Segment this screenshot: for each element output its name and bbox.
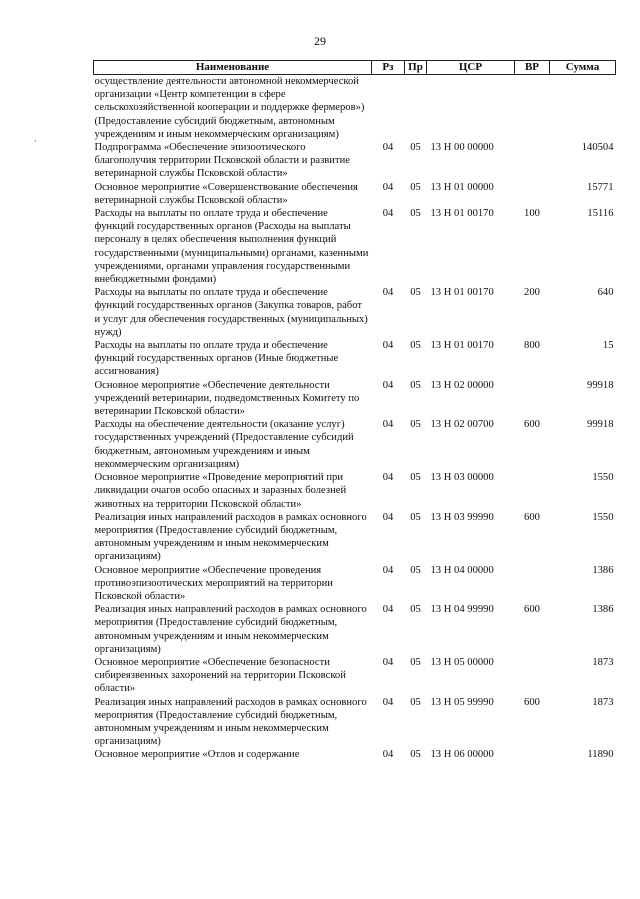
cell-pr: 05 [410,749,421,761]
cell-name: Реализация иных направлений расходов в рамках основного мероприятия (Предоставление субсидий бюджетным, автономным учреждениям и иным некоммерческим организациям) [94,696,367,748]
cell-pr: 05 [410,419,421,431]
cell-vr [515,656,550,696]
cell-name: Основное мероприятие «Совершенствование обеспечения ветеринарной службы Псковской области» [94,181,358,206]
cell-vr [515,141,550,181]
cell-rz: 04 [382,142,394,154]
cell-sum: 99918 [587,379,614,391]
cell-name: Основное мероприятие «Обеспечение проведения противоэпизоотических мероприятий на территории Псковской области» [94,564,333,602]
cell-pr: 05 [410,564,421,576]
cell-csr: 13 Н 04 00000 [430,564,494,576]
cell-vr: 600 [524,604,540,616]
cell-sum: 1550 [592,472,614,484]
table-row [94,511,616,564]
cell-csr: 13 Н 05 00000 [430,656,494,668]
cell-pr: 05 [410,287,421,299]
cell-sum: 99918 [587,419,614,431]
cell-name: Реализация иных направлений расходов в рамках основного мероприятия (Предоставление субсидий бюджетным, автономным учреждениям и иным некоммерческим организациям) [94,604,367,655]
cell-rz: 04 [382,379,394,391]
cell-sum [550,75,616,142]
cell-sum: 15771 [587,181,614,193]
cell-sum: 1873 [592,656,614,668]
cell-vr: 600 [524,511,540,523]
table-row [94,75,616,142]
table-row [94,603,616,656]
table-row [94,286,616,339]
cell-pr: 05 [410,208,421,220]
cell-csr [427,75,515,142]
cell-vr [515,564,550,604]
cell-rz: 04 [382,472,394,484]
cell-pr: 05 [410,696,421,708]
cell-pr: 05 [410,379,421,391]
cell-name: Основное мероприятие «Обеспечение безопасности сибиреязвенных захоронений на территории Псковской области» [94,656,346,695]
table-row [94,418,616,471]
cell-sum: 1873 [592,696,614,708]
cell-csr: 13 Н 05 99990 [430,696,494,708]
cell-name: Основное мероприятие «Отлов и содержание [94,749,300,761]
cell-sum: 1386 [592,604,614,616]
cell-vr: 600 [524,419,540,431]
cell-vr: 100 [524,208,540,220]
cell-pr: 05 [410,472,421,484]
cell-csr: 13 Н 03 00000 [430,472,494,484]
cell-vr: 200 [524,287,540,299]
cell-csr: 13 Н 01 00000 [430,181,494,193]
table-row [94,696,616,749]
cell-sum: 15 [602,340,614,352]
cell-pr: 05 [410,340,421,352]
cell-pr: 05 [410,511,421,523]
table-header-row [94,61,616,75]
header-csr: ЦСР [427,61,515,75]
cell-rz [372,75,405,142]
table-row [94,748,616,761]
cell-vr [515,379,550,419]
cell-name: осуществление деятельности автономной некоммерческой организации «Центр компетенции в сфере сельскохозяйственной кооперации и поддержке фермеров») (Предоставление субсидий бюджетным, автономным учреждениям и иным некоммерческим организациям) [94,76,365,140]
cell-sum: 11890 [587,749,614,761]
cell-name: Основное мероприятие «Проведение мероприятий при ликвидации очагов особо опасных и заразных болезней животных на территории Псковской области» [94,472,347,510]
cell-rz: 04 [382,419,394,431]
cell-sum: 1386 [592,564,614,576]
cell-pr: 05 [410,181,421,193]
cell-rz: 04 [382,604,394,616]
cell-name: Расходы на выплаты по оплате труда и обеспечение функций государственных органов (Иные бюджетные ассигнования) [94,340,339,378]
cell-name: Расходы на обеспечение деятельности (оказание услуг) государственных учреждений (Предоставление субсидий бюджетным, автономным учреждениям и иным некоммерческим организациям) [94,419,354,470]
cell-csr: 13 Н 01 00170 [430,287,494,299]
cell-vr [515,471,550,511]
cell-rz: 04 [382,287,394,299]
cell-sum: 640 [597,287,614,299]
cell-pr: 05 [410,656,421,668]
cell-csr: 13 Н 01 00170 [430,340,494,352]
cell-csr: 13 Н 01 00170 [430,208,494,220]
cell-vr [515,748,550,761]
cell-csr: 13 Н 04 99990 [430,604,494,616]
header-pr: Пр [405,61,427,75]
table-body [94,75,616,762]
table-row [94,181,616,207]
cell-vr: 800 [524,340,540,352]
cell-name: Расходы на выплаты по оплате труда и обеспечение функций государственных органов (Закупка товаров, работ и услуг для обеспечения государственных (муниципальных) нужд) [94,287,368,338]
cell-name: Реализация иных направлений расходов в рамках основного мероприятия (Предоставление субсидий бюджетным, автономным учреждениям и иным некоммерческим организациям) [94,511,367,563]
cell-pr [405,75,427,142]
margin-mark: · [34,136,37,146]
cell-vr [515,181,550,207]
cell-csr: 13 Н 00 00000 [430,142,494,154]
cell-rz: 04 [382,208,394,220]
header-sum: Сумма [550,61,616,75]
cell-rz: 04 [382,340,394,352]
table-row [94,471,616,511]
table-row [94,564,616,604]
cell-csr: 13 Н 06 00000 [430,749,494,761]
cell-rz: 04 [382,181,394,193]
cell-rz: 04 [382,511,394,523]
cell-name: Подпрограмма «Обеспечение эпизоотического благополучия территории Псковской области и развитие ветеринарной службы Псковской области» [94,142,350,180]
header-rz: Рз [372,61,405,75]
cell-pr: 05 [410,142,421,154]
table-row [94,141,616,181]
cell-vr [515,75,550,142]
cell-sum: 140504 [581,142,614,154]
cell-rz: 04 [382,564,394,576]
cell-sum: 15116 [587,208,614,220]
header-name: Наименование [94,61,372,75]
cell-csr: 13 Н 02 00700 [430,419,494,431]
table-row [94,207,616,286]
cell-sum: 1550 [592,511,614,523]
cell-name: Расходы на выплаты по оплате труда и обеспечение функций государственных органов (Расходы на выплаты персоналу в целях обеспечения выполнения функций государственными (муниципальными) органами, казенными учреждениями, органами управления государственными внебюджетными фондами) [94,208,369,286]
cell-rz: 04 [382,696,394,708]
table-row [94,339,616,379]
page-number: 29 [314,34,326,48]
cell-rz: 04 [382,656,394,668]
header-vr: ВР [515,61,550,75]
cell-rz: 04 [382,749,394,761]
cell-csr: 13 Н 02 00000 [430,379,494,391]
cell-pr: 05 [410,604,421,616]
cell-vr: 600 [524,696,540,708]
cell-csr: 13 Н 03 99990 [430,511,494,523]
table-row [94,379,616,419]
budget-table [93,60,616,762]
table-row [94,656,616,696]
cell-name: Основное мероприятие «Обеспечение деятельности учреждений ветеринарии, подведомственных Комитету по ветеринарии Псковской области» [94,379,360,418]
